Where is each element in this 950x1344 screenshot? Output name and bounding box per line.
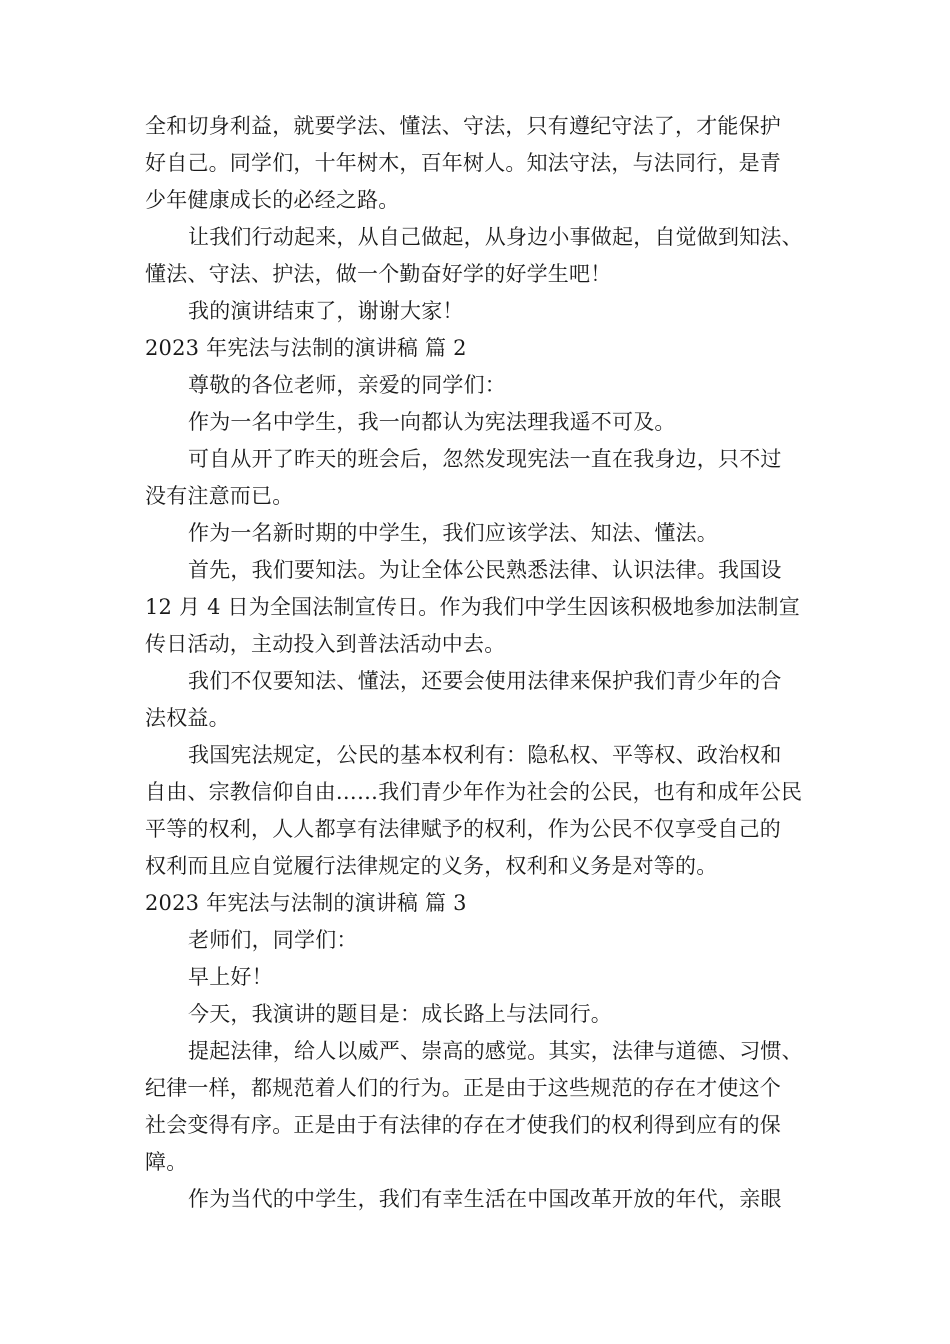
text-line: 尊敬的各位老师，亲爱的同学们： — [188, 373, 506, 397]
text-line: 作为当代的中学生，我们有幸生活在中国改革开放的年代，亲眼 — [188, 1187, 782, 1211]
text-line: 作为一名中学生，我一向都认为宪法理我遥不可及。 — [188, 410, 676, 434]
document-body — [145, 108, 845, 1218]
text-line: 法权益。 — [145, 706, 230, 730]
text-line: 平等的权利，人人都享有法律赋予的权利，作为公民不仅享受自己的 — [145, 817, 781, 841]
section-heading: 2023 年宪法与法制的演讲稿 篇 2 — [145, 336, 467, 360]
text-line: 障。 — [145, 1150, 188, 1174]
text-line: 自由、宗教信仰自由……我们青少年作为社会的公民，也有和成年公民 — [145, 780, 803, 804]
text-line: 好自己。同学们，十年树木，百年树人。知法守法，与法同行，是青 — [145, 151, 781, 175]
text-line: 可自从开了昨天的班会后，忽然发现宪法一直在我身边，只不过 — [188, 447, 782, 471]
text-line: 我们不仅要知法、懂法，还要会使用法律来保护我们青少年的合 — [188, 669, 782, 693]
text-line: 老师们，同学们： — [188, 928, 358, 952]
text-line: 我的演讲结束了，谢谢大家！ — [188, 299, 464, 323]
text-line: 早上好！ — [188, 965, 273, 989]
text-line: 传日活动，主动投入到普法活动中去。 — [145, 632, 506, 656]
text-line: 今天，我演讲的题目是：成长路上与法同行。 — [188, 1002, 612, 1026]
text-line: 作为一名新时期的中学生，我们应该学法、知法、懂法。 — [188, 521, 718, 545]
text-line: 提起法律，给人以威严、崇高的感觉。其实，法律与道德、习惯、 — [188, 1039, 803, 1063]
text-line: 首先，我们要知法。为让全体公民熟悉法律、认识法律。我国设 — [188, 558, 782, 582]
text-line: 权利而且应自觉履行法律规定的义务，权利和义务是对等的。 — [145, 854, 718, 878]
text-line: 纪律一样，都规范着人们的行为。正是由于这些规范的存在才使这个 — [145, 1076, 781, 1100]
text-line: 懂法、守法、护法，做一个勤奋好学的好学生吧！ — [145, 262, 612, 286]
text-line: 少年健康成长的必经之路。 — [145, 188, 400, 212]
text-line: 没有注意而已。 — [145, 484, 294, 508]
text-line: 全和切身利益，就要学法、懂法、守法，只有遵纪守法了，才能保护 — [145, 114, 781, 138]
text-line: 让我们行动起来，从自己做起，从身边小事做起，自觉做到知法、 — [188, 225, 803, 249]
text-line: 社会变得有序。正是由于有法律的存在才使我们的权利得到应有的保 — [145, 1113, 781, 1137]
text-line: 我国宪法规定，公民的基本权利有：隐私权、平等权、政治权和 — [188, 743, 782, 767]
section-heading: 2023 年宪法与法制的演讲稿 篇 3 — [145, 891, 467, 915]
text-line: 12 月 4 日为全国法制宣传日。作为我们中学生因该积极地参加法制宣 — [145, 595, 800, 619]
